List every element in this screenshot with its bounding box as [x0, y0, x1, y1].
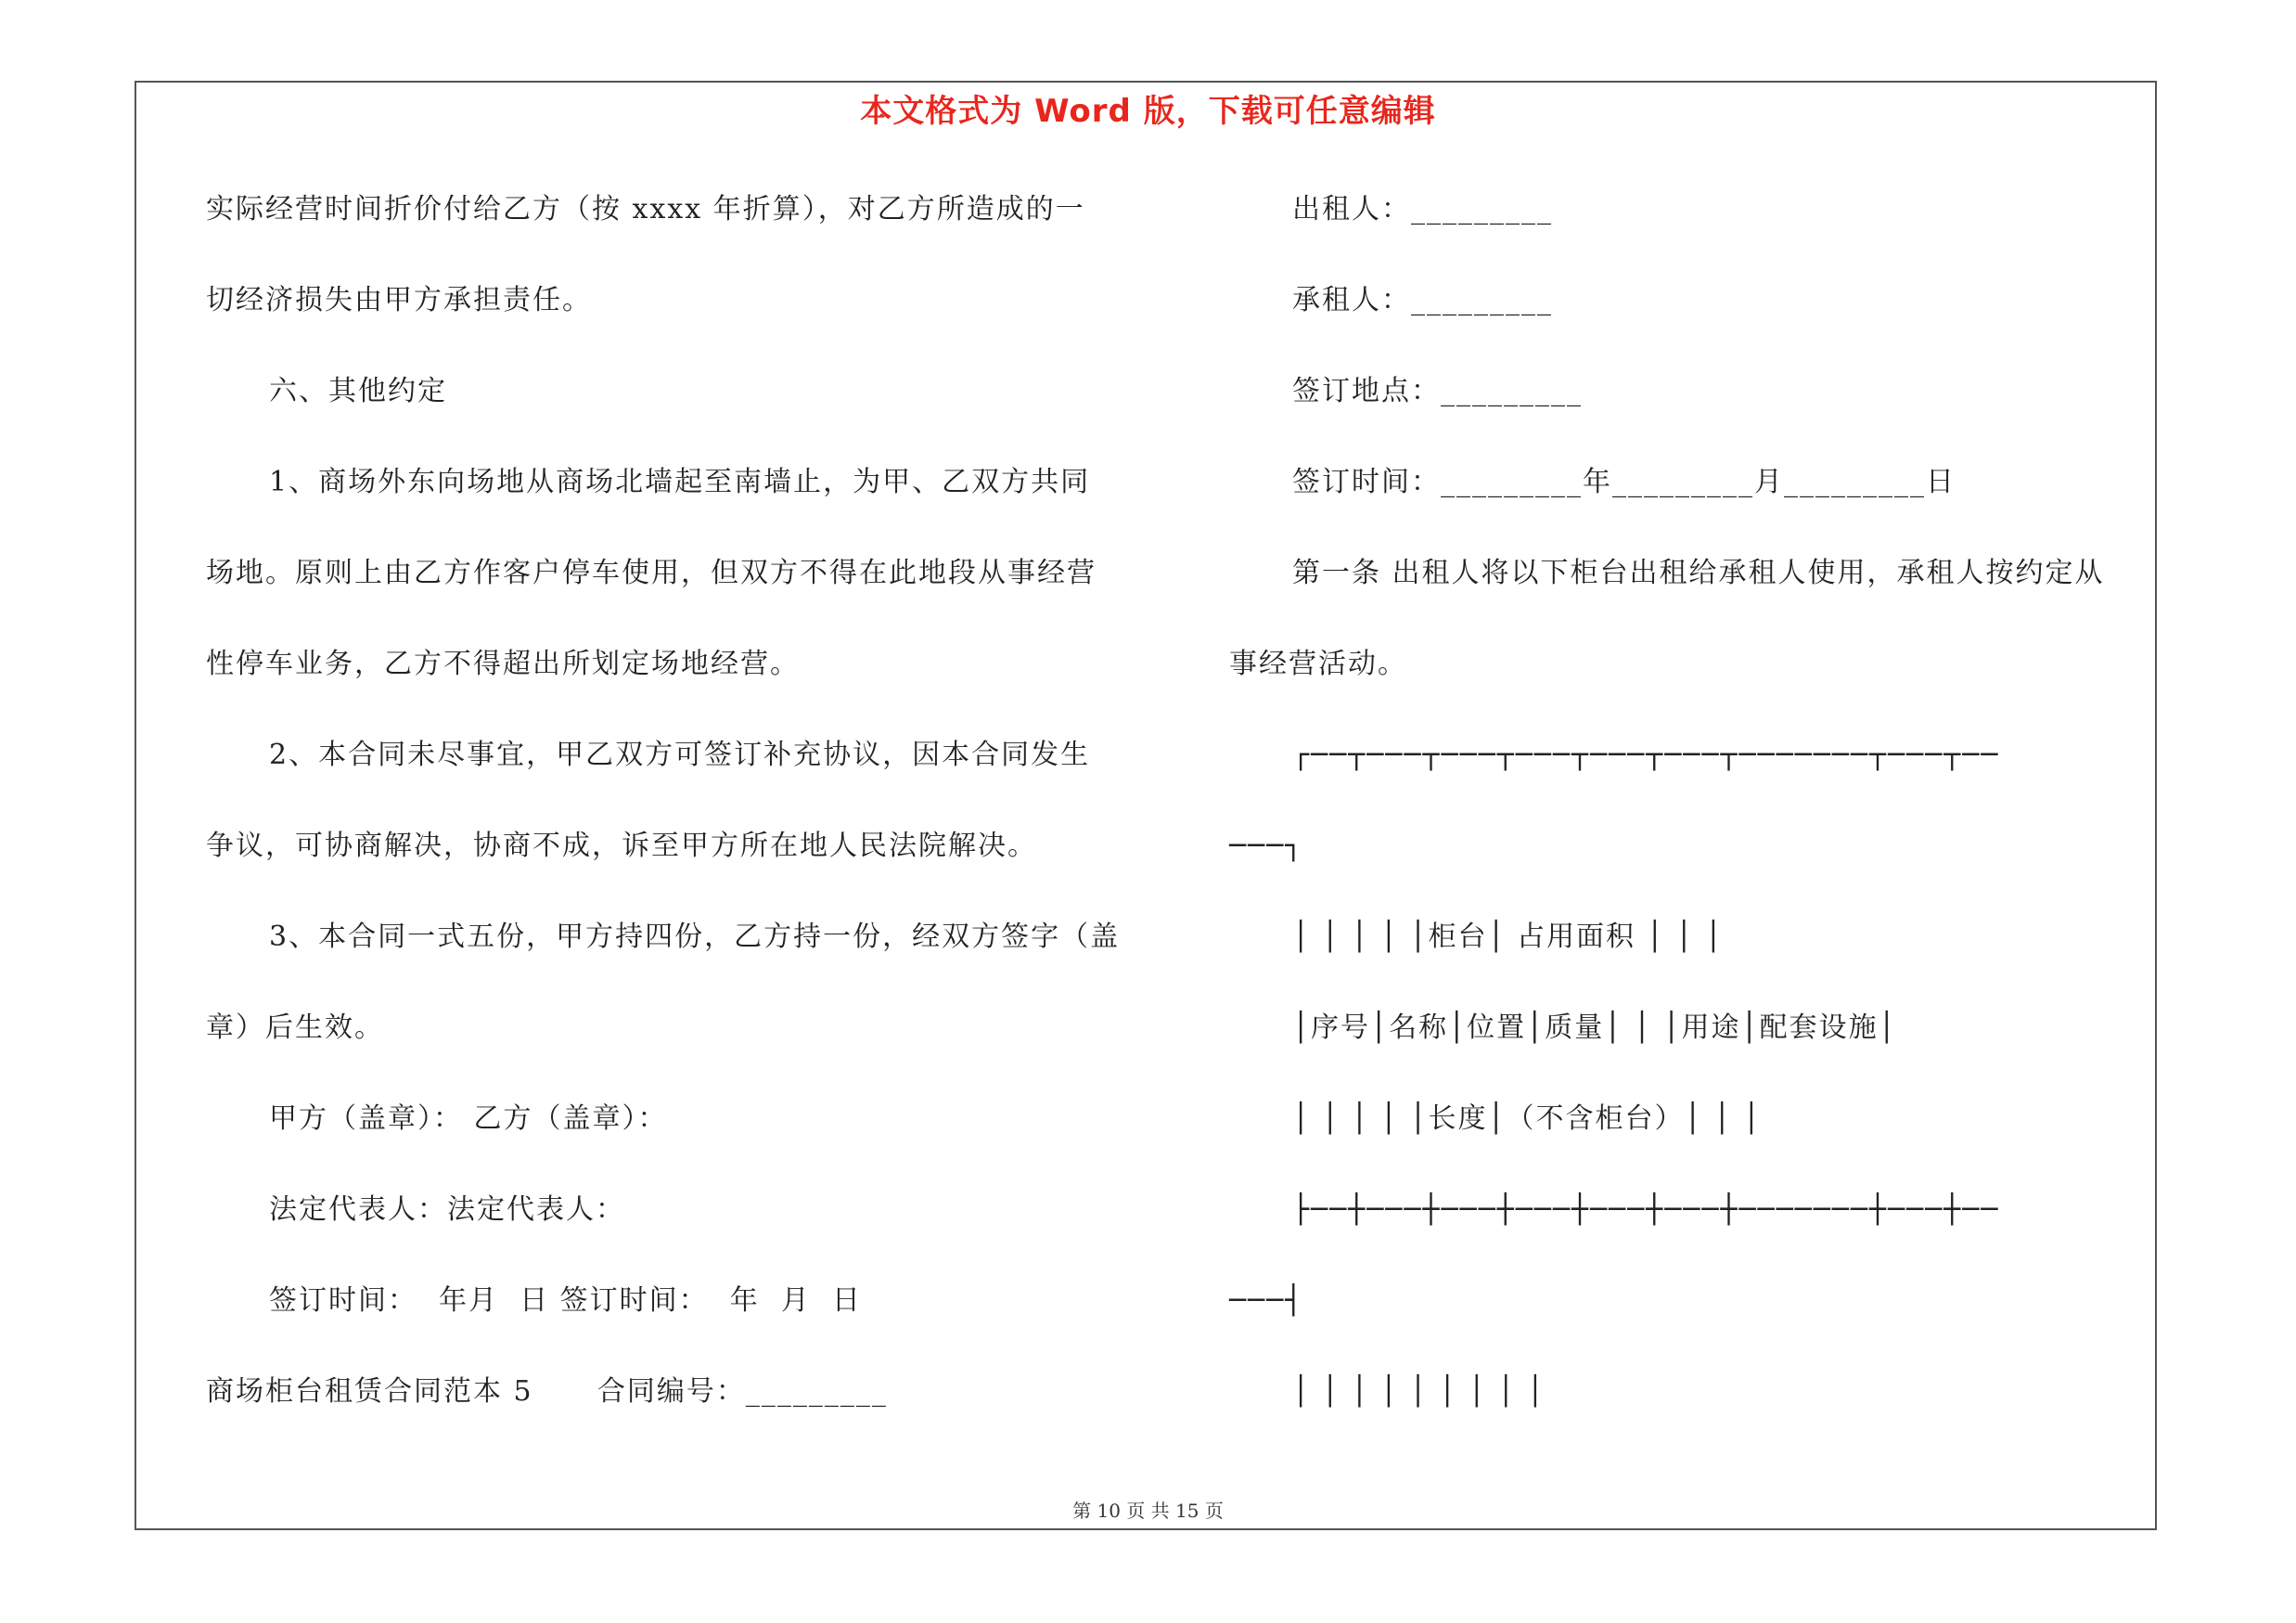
body-line: 1、商场外东向场地从商场北墙起至南墙止，为甲、乙双方共同	[269, 466, 1091, 498]
right-column	[1229, 176, 2143, 1449]
section-heading: 六、其他约定	[269, 375, 447, 407]
body-line: 争议，可协商解决，协商不成，诉至甲方所在地人民法院解决。	[206, 830, 1037, 862]
body-line: 切经济损失由甲方承担责任。	[206, 284, 592, 316]
signature-line: 法定代表人：法定代表人：	[269, 1193, 625, 1226]
body-line: 事经营活动。	[1229, 648, 1407, 680]
body-line: 场地。原则上由乙方作客户停车使用，但双方不得在此地段从事经营	[206, 557, 1097, 589]
form-field-date: 签订时间：_________年_________月_________日	[1292, 466, 1956, 498]
body-line: 章）后生效。	[206, 1011, 384, 1044]
table-row: │ │ │ │ │柜台│ 占用面积 │ │ │	[1292, 921, 1724, 953]
table-row: │ │ │ │ │长度│（不含柜台）│ │ │	[1292, 1102, 1762, 1135]
body-line: 实际经营时间折价付给乙方（按 xxxx 年折算），对乙方所造成的一	[206, 193, 1085, 225]
left-column	[206, 176, 1143, 1449]
body-line: 第一条 出租人将以下柜台出租给承租人使用，承租人按约定从	[1292, 557, 2105, 589]
table-row: │ │ │ │ │ │ │ │ │	[1292, 1375, 1546, 1408]
signature-line: 甲方（盖章）： 乙方（盖章）：	[269, 1102, 668, 1135]
body-line: 2、本合同未尽事宜，甲乙双方可签订补充协议，因本合同发生	[269, 739, 1091, 771]
table-border-line: ├──┼───┼───┼───┼───┼───┼───────┼───┼──	[1292, 1193, 2000, 1226]
table-row: │序号│名称│位置│质量│ │ │用途│配套设施│	[1292, 1011, 1897, 1044]
body-line: 性停车业务，乙方不得超出所划定场地经营。	[206, 648, 800, 680]
form-field-lessee: 承租人：_________	[1292, 284, 1553, 316]
signature-line: 签订时间： 年月 日 签订时间： 年 月 日	[269, 1284, 862, 1317]
page-number: 第 10 页 共 15 页	[1072, 1500, 1224, 1522]
contract-title-line: 商场柜台租赁合同范本 5 合同编号：_________	[206, 1375, 888, 1408]
table-border-line: ┌──┬───┬───┬───┬───┬───┬───────┬───┬──	[1292, 739, 2000, 771]
form-field-place: 签订地点：_________	[1292, 375, 1583, 407]
table-border-line: ───┐	[1229, 830, 1304, 862]
body-line: 3、本合同一式五份，甲方持四份，乙方持一份，经双方签字（盖	[269, 921, 1121, 953]
header-banner: 本文格式为 Word 版，下载可任意编辑	[860, 93, 1436, 130]
table-border-line: ───┤	[1229, 1284, 1304, 1317]
form-field-lessor: 出租人：_________	[1292, 193, 1553, 225]
